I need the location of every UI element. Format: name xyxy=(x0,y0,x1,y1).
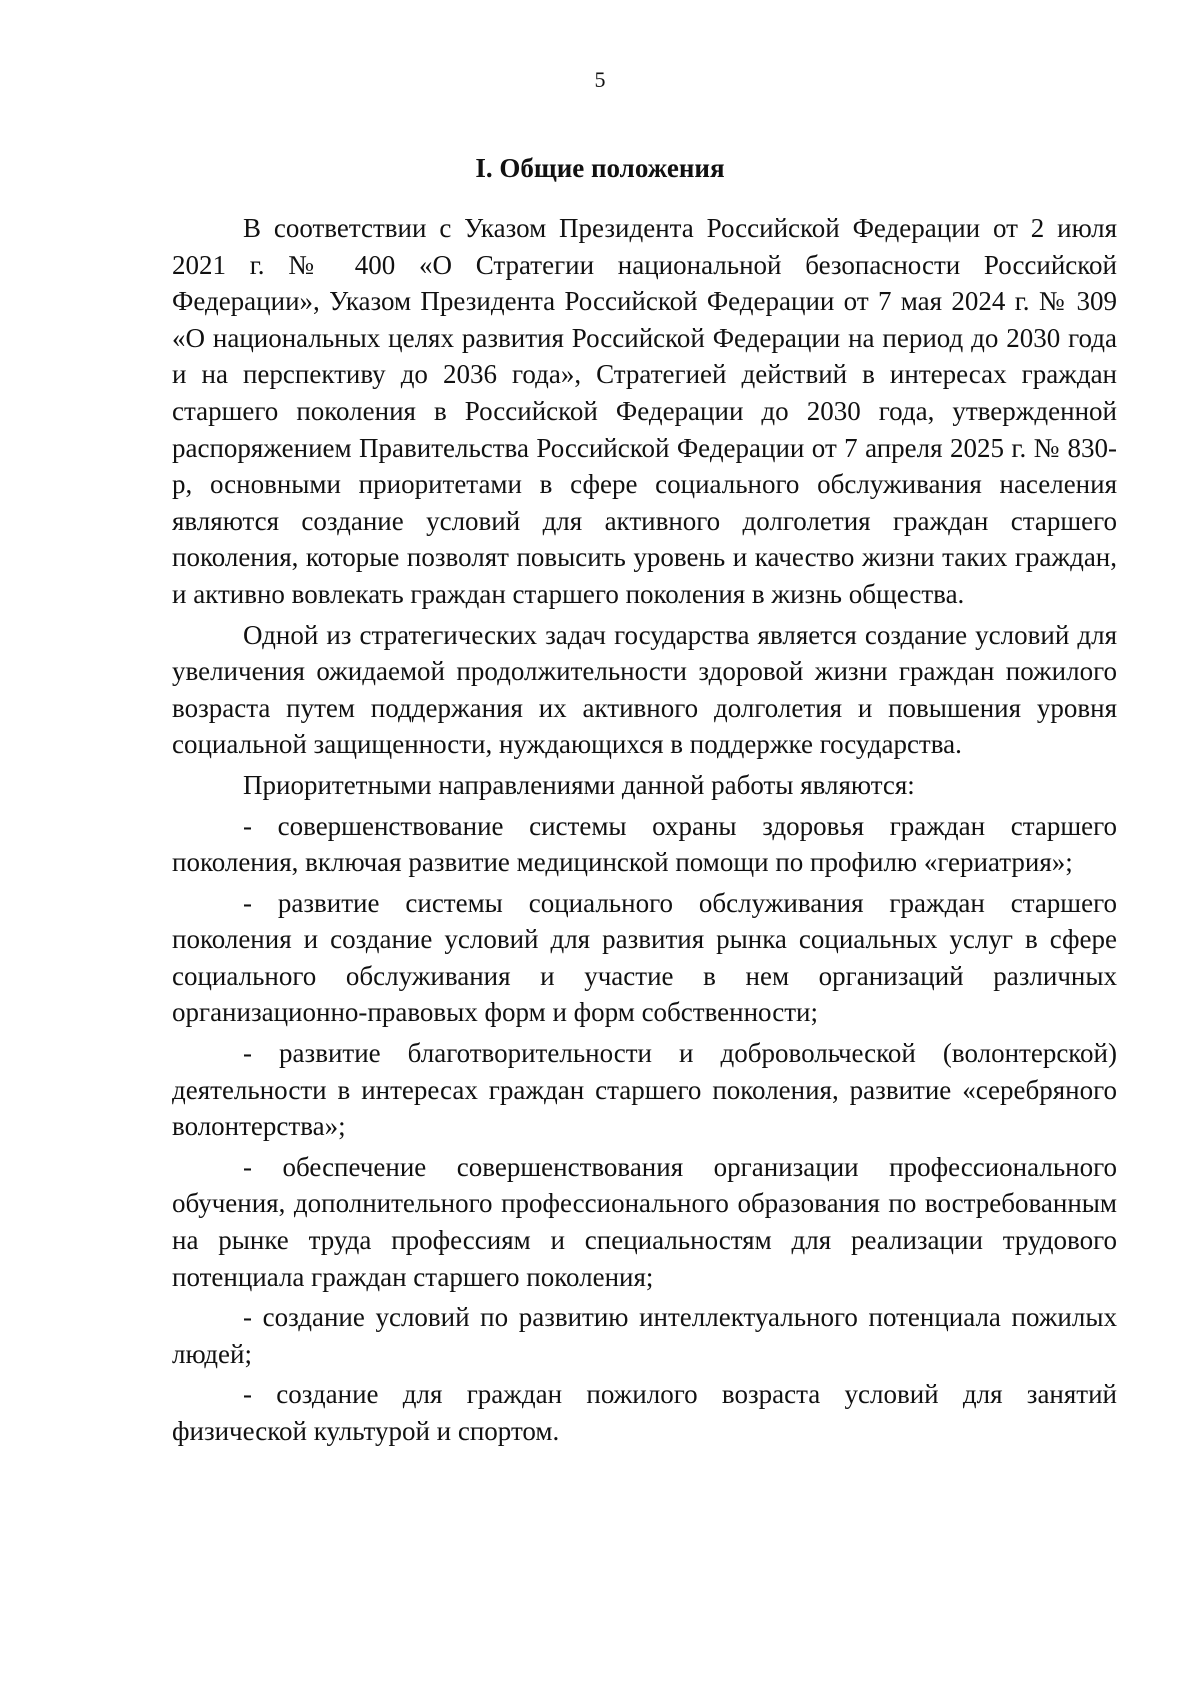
page-number: 5 xyxy=(594,67,606,92)
list-item-social-services: - развитие системы социального обслуживания граждан старшего поколения и создание условий для развития рынка социальных услуг в сфере социального обслуживания и участие в нем организаций различных организационно-правовых форм и форм собственности; xyxy=(172,887,1117,1028)
paragraph-strategic-task: Одной из стратегических задач государства является создание условий для увеличения ожидаемой продолжительности здоровой жизни граждан пожилого возраста путем поддержания их активного долголетия и повышения уровня социальной защищенности, нуждающихся в поддержке государства. xyxy=(172,619,1117,760)
document-body xyxy=(172,210,1117,1454)
paragraph-legal-basis: В соответствии с Указом Президента Российской Федерации от 2 июля 2021 г. № 400 «О Стратегии национальной безопасности Российской Федерации», Указом Президента Российской Федерации от 7 мая 2024 г. № 309 «О национальных целях развития Российской Федерации на период до 2030 года и на перспективу до 2036 года», Стратегией действий в интересах граждан старшего поколения в Российской Федерации до 2030 года, утвержденной распоряжением Правительства Российской Федерации от 7 апреля 2025 г. № 830-р, основными приоритетами в сфере социального обслуживания населения являются создание условий для активного долголетия граждан старшего поколения, которые позволят повысить уровень и качество жизни таких граждан, и активно вовлекать граждан старшего поколения в жизнь общества. xyxy=(172,213,1117,609)
list-item-intellectual-potential: - создание условий по развитию интеллектуального потенциала пожилых людей; xyxy=(172,1302,1117,1369)
list-item-physical-culture: - создание для граждан пожилого возраста условий для занятий физической культурой и спортом. xyxy=(172,1379,1117,1446)
list-item-professional-training: - обеспечение совершенствования организации профессионального обучения, дополнительного профессионального образования по востребованным на рынке труда профессиям и специальностям для реализации трудового потенциала граждан старшего поколения; xyxy=(172,1151,1117,1292)
list-item-health-care: - совершенствование системы охраны здоровья граждан старшего поколения, включая развитие медицинской помощи по профилю «гериатрия»; xyxy=(172,810,1117,878)
list-item-volunteering: - развитие благотворительности и добровольческой (волонтерской) деятельности в интересах граждан старшего поколения, развитие «серебряного волонтерства»; xyxy=(172,1038,1117,1142)
section-title: I. Общие положения xyxy=(475,153,725,183)
paragraph-priorities-intro: Приоритетными направлениями данной работы являются: xyxy=(243,769,915,800)
